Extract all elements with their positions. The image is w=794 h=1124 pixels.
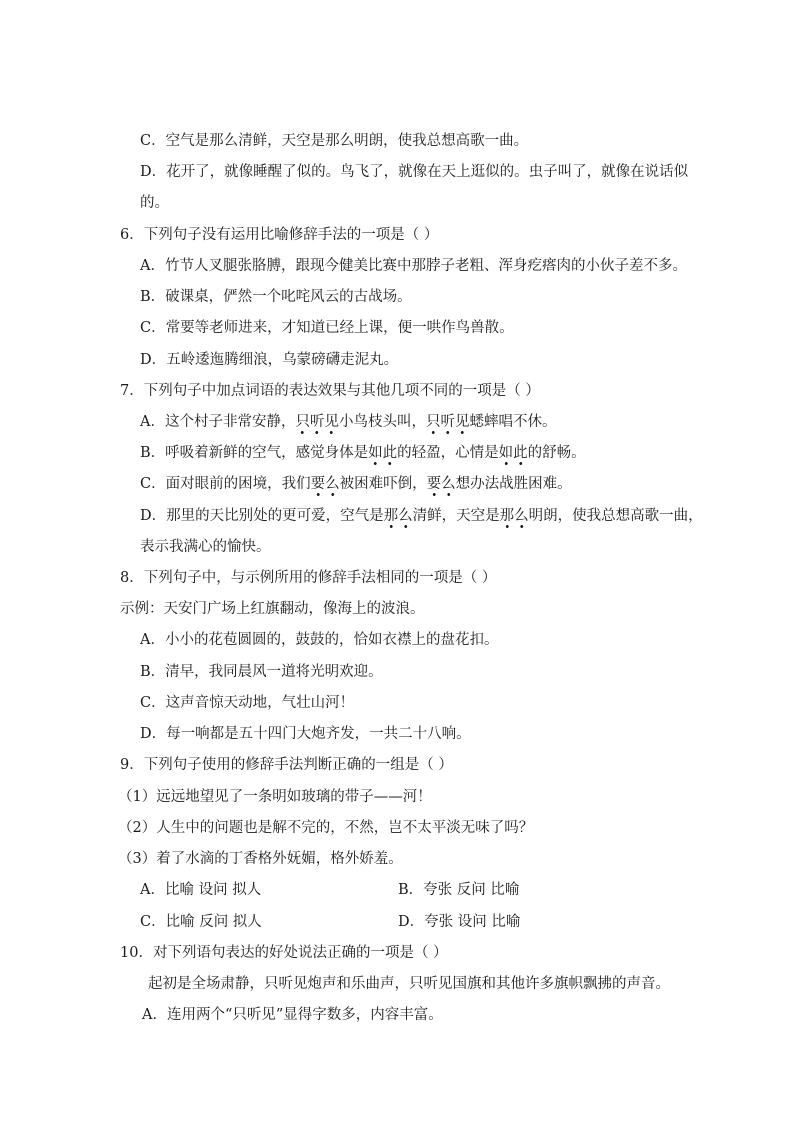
- q9-sentence-1: （1）远远地望见了一条明如玻璃的带子——河！: [118, 789, 432, 805]
- q9-option-c: C．比喻 反问 拟人: [140, 914, 262, 930]
- q7-d-dotted-word-1: 那么: [384, 508, 413, 524]
- q10-stem: 10．对下列语句表达的好处说法正确的一项是（ ）: [120, 945, 448, 961]
- q6-option-d: D．五岭逶迤腾细浪，乌蒙磅礴走泥丸。: [140, 352, 399, 368]
- q8-option-a: A．小小的花苞圆圆的，鼓鼓的，恰如衣襟上的盘花扣。: [140, 632, 499, 648]
- q7-a-dotted-word-2: 只听见: [426, 414, 470, 430]
- q7-a-text-3: 蟋蟀唱不休。: [469, 414, 557, 430]
- q9-option-b: B．夸张 反问 比喻: [398, 882, 520, 898]
- q7-d-dotted-word-2: 那么: [500, 508, 529, 524]
- q9-option-a: A．比喻 设问 拟人: [140, 882, 262, 898]
- q7-c-dotted-word-2: 要么: [427, 476, 456, 492]
- q7-a-text-1: A．这个村子非常安静，: [140, 414, 296, 430]
- q7-option-c: [140, 474, 572, 494]
- q9-option-d: D．夸张 设问 比喻: [398, 914, 521, 930]
- q7-b-dotted-word-2: 如此: [499, 445, 528, 461]
- q7-b-dotted-word-1: 如此: [368, 445, 397, 461]
- q10-passage: 起初是全场肃静，只听见炮声和乐曲声，只听见国旗和其他许多旗帜飘拂的声音。: [148, 976, 670, 992]
- q9-sentence-2: （2）人生中的问题也是解不完的，不然，岂不太平淡无味了吗？: [118, 820, 534, 836]
- q7-option-b: [140, 443, 586, 463]
- q8-example: 示例：天安门广场上红旗翻动，像海上的波浪。: [120, 601, 425, 617]
- q7-d-text-2: 清鲜，天空是: [412, 508, 500, 524]
- q8-option-c: C．这声音惊天动地，气壮山河！: [140, 695, 355, 711]
- q7-a-dotted-word-1: 只听见: [295, 414, 339, 430]
- q5-option-d-continued: 的。: [140, 195, 169, 211]
- q7-d-text-3: 明朗，使我总想高歌一曲，: [528, 508, 703, 524]
- q6-stem: 6．下列句子没有运用比喻修辞手法的一项是（ ）: [120, 227, 439, 243]
- q9-sentence-3: （3）着了水滴的丁香格外妩媚，格外娇羞。: [118, 851, 403, 867]
- q8-stem: 8．下列句子中，与示例所用的修辞手法相同的一项是（ ）: [120, 570, 497, 586]
- q7-option-d: [140, 506, 703, 526]
- q7-b-text-2: 的轻盈，心情是: [397, 445, 499, 461]
- q7-c-text-2: 被困难吓倒，: [339, 476, 427, 492]
- q7-c-dotted-word-1: 要么: [311, 476, 340, 492]
- q7-a-text-2: 小鸟枝头叫，: [338, 414, 426, 430]
- q7-c-text-3: 想办法战胜困难。: [455, 476, 572, 492]
- q8-option-d: D．每一响都是五十四门大炮齐发，一共二十八响。: [140, 726, 471, 742]
- q7-option-a: [140, 412, 556, 432]
- q9-stem: 9．下列句子使用的修辞手法判断正确的一组是（ ）: [120, 757, 453, 773]
- q5-option-c: C．空气是那么清鲜，天空是那么明朗，使我总想高歌一曲。: [140, 133, 529, 149]
- q8-option-b: B．清早，我同晨风一道将光明欢迎。: [140, 664, 383, 680]
- q5-option-d: D．花开了，就像睡醒了似的。鸟飞了，就像在天上逛似的。虫子叫了，就像在说话似: [140, 164, 689, 180]
- q7-d-text-1: D．那里的天比别处的更可爱，空气是: [140, 508, 384, 524]
- q7-stem: 7．下列句子中加点词语的表达效果与其他几项不同的一项是（ ）: [120, 383, 540, 399]
- q7-c-text-1: C．面对眼前的困境，我们: [140, 476, 311, 492]
- q6-option-a: A．竹节人叉腿张胳膊，跟现今健美比赛中那脖子老粗、浑身疙瘩肉的小伙子差不多。: [140, 258, 687, 274]
- q6-option-b: B．破课桌，俨然一个叱咤风云的古战场。: [140, 289, 412, 305]
- q7-b-text-1: B．呼吸着新鲜的空气，感觉身体是: [140, 445, 369, 461]
- q7-option-d-continued: 表示我满心的愉快。: [140, 539, 271, 555]
- q6-option-c: C．常要等老师进来，才知道已经上课，便一哄作鸟兽散。: [140, 320, 514, 336]
- q10-option-a: A．连用两个“只听见”显得字数多，内容丰富。: [142, 1007, 443, 1023]
- q7-b-text-3: 的舒畅。: [527, 445, 586, 461]
